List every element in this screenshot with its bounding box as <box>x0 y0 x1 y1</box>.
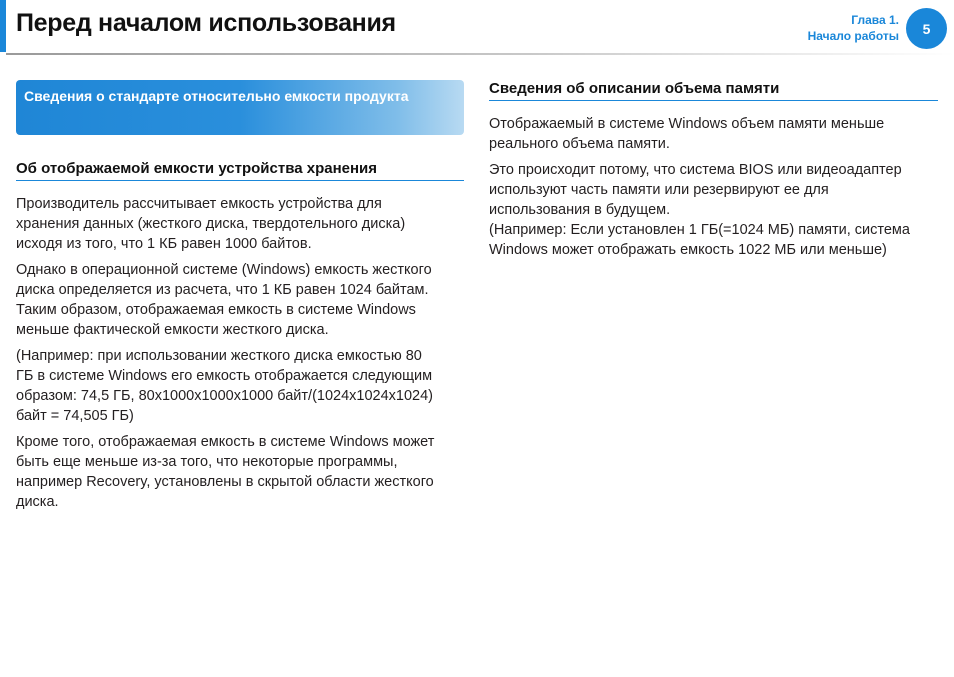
header-divider <box>6 53 954 55</box>
paragraph: Производитель рассчитывает емкость устройства для хранения данных (жесткого диска, твердотельного диска) исходя из того, что 1 КБ равен 1000 байтов. <box>16 196 406 252</box>
paragraph: Кроме того, отображаемая емкость в системе Windows может быть еще меньше из-за того, что некоторые программы, например Recovery, установлены в скрытой области жесткого диска. <box>16 434 435 510</box>
paragraph: (Например: при использовании жесткого диска емкостью 80 ГБ в системе Windows его емкость отображается следующим образом: 74,5 ГБ, 80x1000x1000x1000 байт/(1024x1024x1024) байт = 74,505 ГБ) <box>16 348 433 424</box>
paragraph: Однако в операционной системе (Windows) емкость жесткого диска определяется из расчета, что 1 КБ равен 1024 байтам. Таким образом, отображаемая емкость в системе Windows меньше фактической емкости жесткого диска. <box>16 262 432 338</box>
chapter-label <box>808 12 899 44</box>
paragraph: Это происходит потому, что система BIOS или видеоадаптер используют часть памяти или резервируют ее для использования в будущем. (Например: Если установлен 1 ГБ(=1024 МБ) памяти, система Windows может отображать емкость 1022 МБ или меньше) <box>489 162 910 258</box>
chapter-number: Глава 1. <box>851 13 899 27</box>
header-accent-bar <box>0 0 6 52</box>
left-column-body <box>16 194 466 518</box>
section-title-storage: Об отображаемой емкости устройства хранения <box>16 160 464 181</box>
section-title-memory: Сведения об описании объема памяти <box>489 80 938 101</box>
info-box-title: Сведения о стандарте относительно емкости продукта <box>16 80 464 135</box>
chapter-title: Начало работы <box>807 29 899 43</box>
right-column-body <box>489 114 939 266</box>
page-title: Перед началом использования <box>16 9 396 37</box>
paragraph: Отображаемый в системе Windows объем памяти меньше реального объема памяти. <box>489 116 885 152</box>
page-number-badge: 5 <box>906 8 947 49</box>
